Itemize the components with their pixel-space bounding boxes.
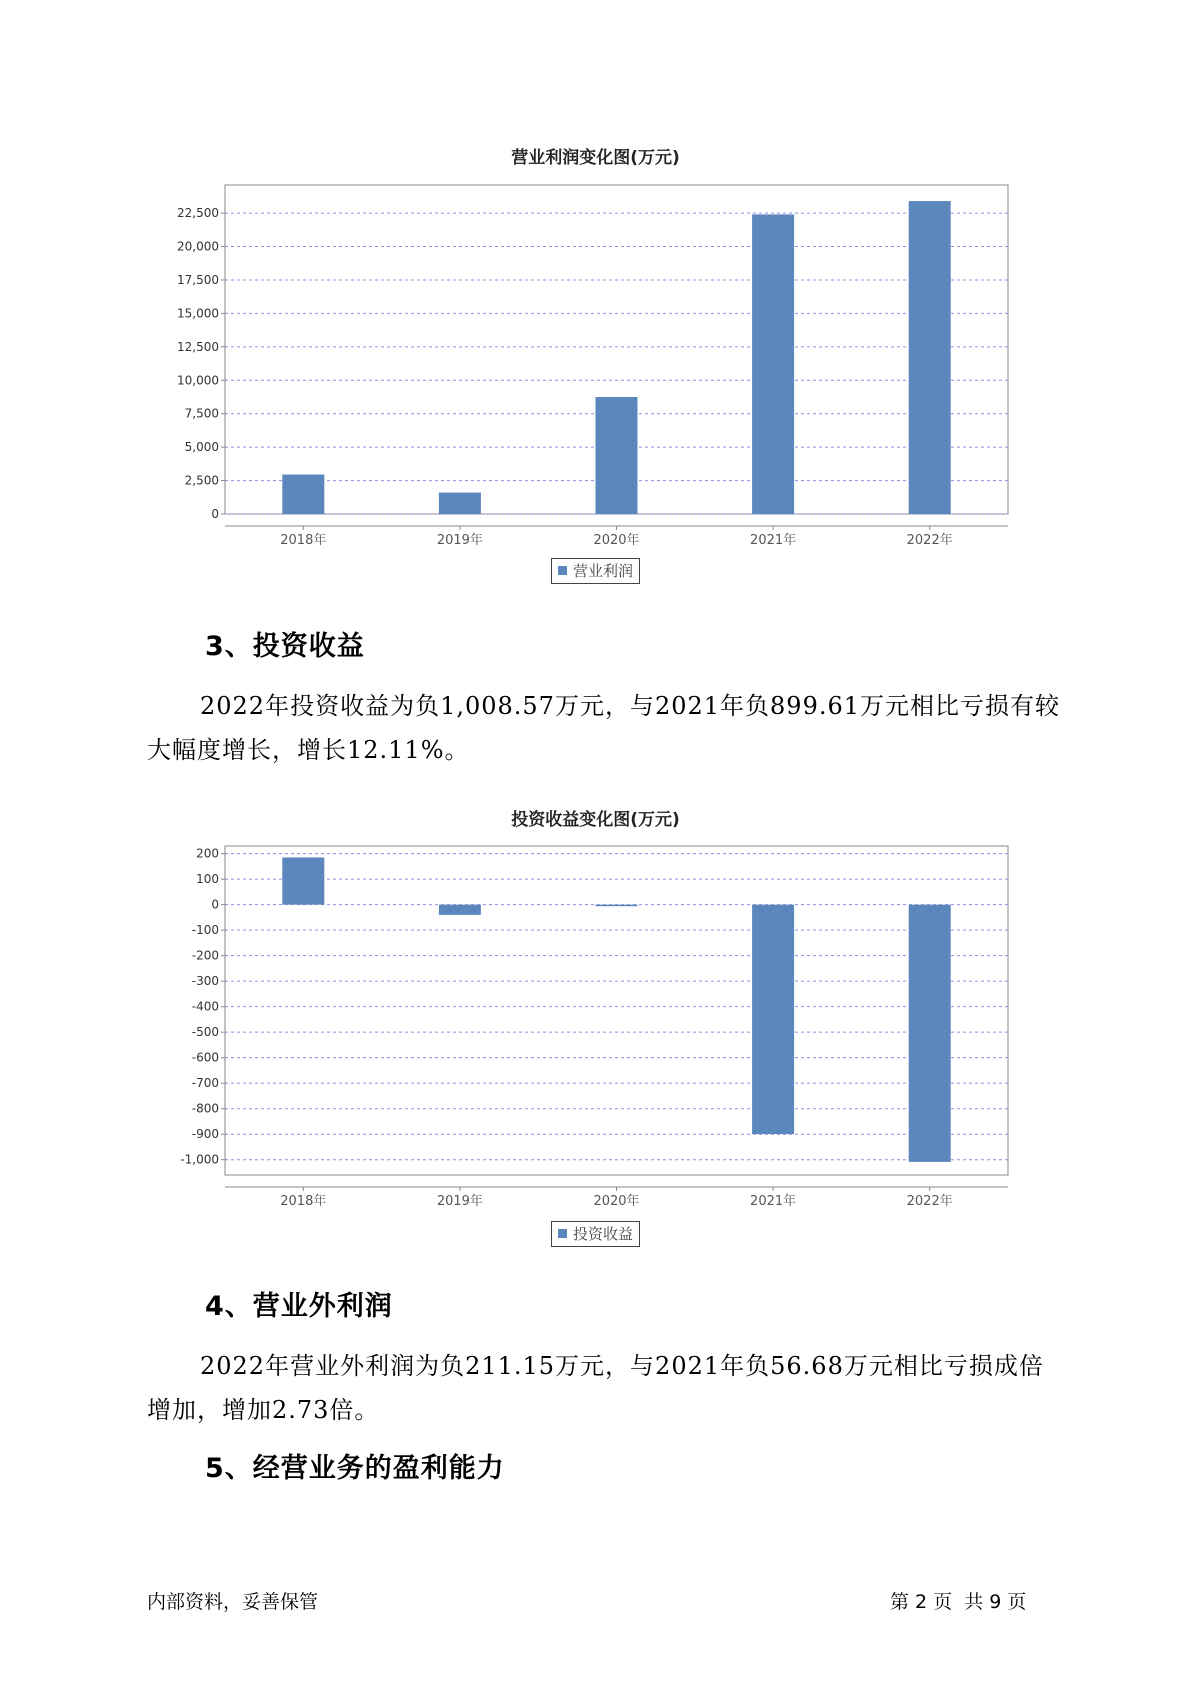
chart2-xtick-label: 2020年: [593, 1194, 640, 1209]
chart1-ytick-label: 15,000: [177, 306, 219, 321]
chart2-plot-border: [225, 846, 1008, 1175]
chart1-title: 营业利润变化图(万元): [511, 148, 680, 168]
chart1-ytick-label: 10,000: [177, 373, 219, 388]
chart2-bar: [439, 905, 481, 915]
chart1-ytick-label: 2,500: [184, 473, 219, 488]
section3-paragraph: 2022年投资收益为负1,008.57万元，与2021年负899.61万元相比亏损有较大幅度增长，增长12.11%。: [147, 692, 1061, 764]
chart1-ytick-label: 5,000: [184, 440, 219, 455]
legend-swatch: [558, 1229, 567, 1238]
chart2-xtick-label: 2021年: [750, 1194, 797, 1209]
chart1-xtick-label: 2020年: [593, 533, 640, 548]
chart2-ytick-label: -900: [191, 1127, 219, 1142]
chart1-xtick-label: 2021年: [750, 533, 797, 548]
chart1-xtick-label: 2022年: [906, 533, 953, 548]
chart2-ytick-label: -600: [191, 1050, 219, 1065]
chart2-ytick-label: 0: [211, 897, 219, 912]
chart2-legend-label: 投资收益: [573, 1225, 634, 1243]
chart1-ytick-label: 12,500: [177, 339, 219, 354]
section5-heading: 5、经营业务的盈利能力: [205, 1453, 505, 1484]
chart2-ytick-label: -200: [191, 948, 219, 963]
footer-left: 内部资料，妥善保管: [147, 1591, 319, 1613]
chart2-ytick-label: 100: [196, 872, 219, 887]
chart1-ytick-label: 0: [211, 507, 219, 521]
chart1-ytick-label: 22,500: [177, 206, 219, 221]
chart2-bar: [596, 905, 638, 907]
section4-paragraph: 2022年营业外利润为负211.15万元，与2021年负56.68万元相比亏损成倍增加，增加2.73倍。: [147, 1352, 1044, 1424]
chart2-xtick-label: 2022年: [906, 1194, 953, 1209]
chart1-legend-label: 营业利润: [573, 562, 634, 580]
chart1-xtick-label: 2018年: [280, 533, 327, 548]
chart2-title: 投资收益变化图(万元): [511, 810, 680, 830]
chart2-ytick-label: -100: [191, 923, 219, 938]
chart2-xtick-label: 2018年: [280, 1194, 327, 1209]
chart2-ytick-label: -500: [191, 1025, 219, 1040]
section4-heading: 4、营业外利润: [205, 1291, 393, 1322]
chart2-bar: [282, 857, 324, 904]
chart2-xtick-label: 2019年: [436, 1194, 483, 1209]
section3-heading: 3、投资收益: [205, 631, 365, 662]
chart2-ytick-label: 200: [196, 846, 219, 861]
chart1-xtick-label: 2019年: [436, 533, 483, 548]
footer-right: 第 2 页 共 9 页: [890, 1591, 1027, 1613]
chart2-bar: [752, 905, 794, 1134]
chart2-ytick-label: -700: [191, 1076, 219, 1091]
chart2-bar: [909, 905, 951, 1162]
chart2-ytick-label: -1,000: [180, 1152, 219, 1167]
chart1-ytick-label: 20,000: [177, 239, 219, 254]
chart1-ytick-label: 7,500: [184, 406, 219, 421]
chart1-ytick-label: 17,500: [177, 272, 219, 287]
chart2-ytick-label: -300: [191, 974, 219, 989]
chart2-legend: [551, 1221, 640, 1247]
chart2-ytick-label: -800: [191, 1101, 219, 1116]
chart2-ytick-label: -400: [191, 999, 219, 1014]
